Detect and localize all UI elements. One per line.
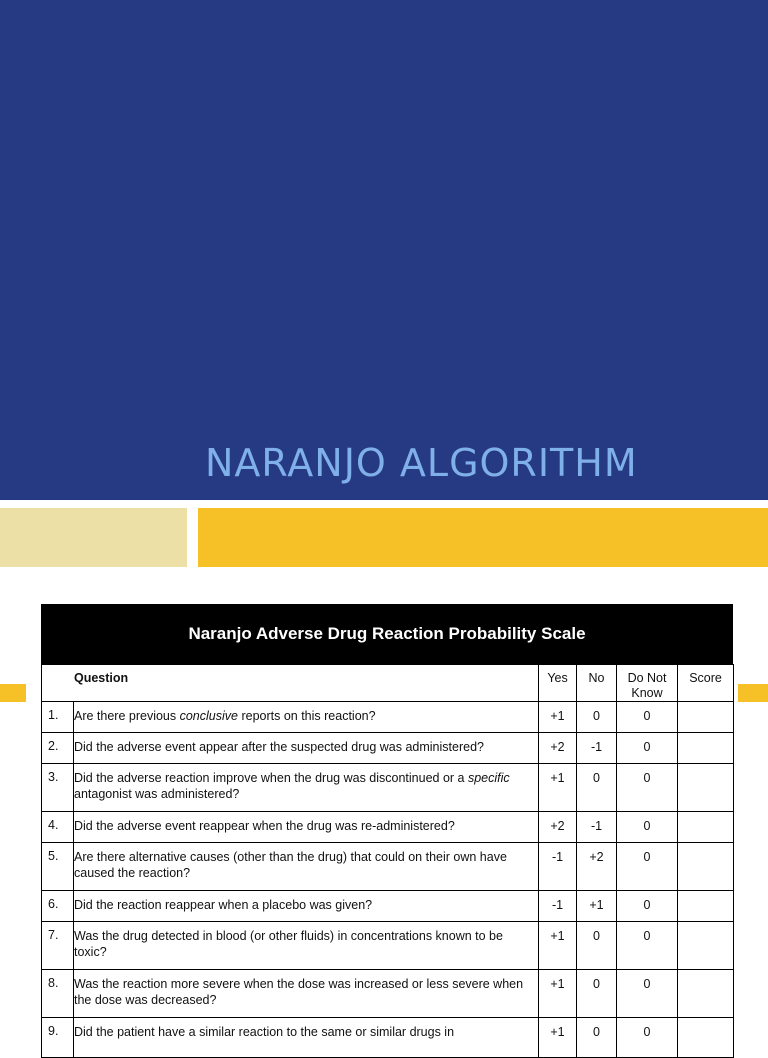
question-text: Was the reaction more severe when the dose was increased or less severe when the dose was decreased? bbox=[74, 970, 539, 1018]
column-yes: Yes bbox=[539, 665, 577, 702]
no-score: +1 bbox=[577, 891, 617, 922]
question-number: 7. bbox=[42, 922, 74, 970]
question-number: 1. bbox=[42, 702, 74, 733]
question-text: Are there alternative causes (other than the drug) that could on their own have caused the reaction? bbox=[74, 843, 539, 891]
score-cell bbox=[678, 891, 734, 922]
yes-score: +1 bbox=[539, 970, 577, 1018]
question-number: 8. bbox=[42, 970, 74, 1018]
yes-score: +1 bbox=[539, 1018, 577, 1058]
question-text: Did the adverse reaction improve when the drug was discontinued or a specific antagonist was administered? bbox=[74, 764, 539, 812]
do-not-know-score: 0 bbox=[617, 702, 678, 733]
score-cell bbox=[678, 970, 734, 1018]
slide-title: NARANJO ALGORITHM bbox=[205, 441, 638, 485]
no-score: 0 bbox=[577, 970, 617, 1018]
yes-score: +1 bbox=[539, 702, 577, 733]
title-background bbox=[0, 0, 768, 500]
question-number: 4. bbox=[42, 812, 74, 843]
no-score: -1 bbox=[577, 733, 617, 764]
table-row bbox=[42, 764, 734, 812]
column-do-not-know: Do Not Know bbox=[617, 665, 678, 702]
score-cell bbox=[678, 812, 734, 843]
yes-score: +1 bbox=[539, 764, 577, 812]
score-cell bbox=[678, 764, 734, 812]
no-score: -1 bbox=[577, 812, 617, 843]
question-text: Did the adverse event reappear when the drug was re-administered? bbox=[74, 812, 539, 843]
do-not-know-score: 0 bbox=[617, 843, 678, 891]
score-cell bbox=[678, 922, 734, 970]
side-marker-left bbox=[0, 684, 26, 702]
question-text: Did the adverse event appear after the suspected drug was administered? bbox=[74, 733, 539, 764]
do-not-know-score: 0 bbox=[617, 970, 678, 1018]
table-row bbox=[42, 843, 734, 891]
question-number: 3. bbox=[42, 764, 74, 812]
column-no: No bbox=[577, 665, 617, 702]
question-text: Are there previous conclusive reports on this reaction? bbox=[74, 702, 539, 733]
question-text: Was the drug detected in blood (or other fluids) in concentrations known to be toxic? bbox=[74, 922, 539, 970]
side-marker-right bbox=[738, 684, 768, 702]
no-score: 0 bbox=[577, 922, 617, 970]
no-score: 0 bbox=[577, 1018, 617, 1058]
table-row bbox=[42, 970, 734, 1018]
do-not-know-score: 0 bbox=[617, 891, 678, 922]
accent-bar-left bbox=[0, 508, 187, 567]
table-row bbox=[42, 733, 734, 764]
no-score: 0 bbox=[577, 764, 617, 812]
do-not-know-score: 0 bbox=[617, 764, 678, 812]
column-header-row bbox=[42, 665, 734, 702]
score-cell bbox=[678, 733, 734, 764]
naranjo-scale-table bbox=[41, 604, 733, 1058]
table-row bbox=[42, 891, 734, 922]
question-number: 5. bbox=[42, 843, 74, 891]
table-heading: Naranjo Adverse Drug Reaction Probability Scale bbox=[41, 604, 733, 664]
yes-score: +2 bbox=[539, 812, 577, 843]
score-cell bbox=[678, 702, 734, 733]
question-text: Did the patient have a similar reaction to the same or similar drugs in bbox=[74, 1018, 539, 1058]
do-not-know-score: 0 bbox=[617, 1018, 678, 1058]
table-row bbox=[42, 922, 734, 970]
score-cell bbox=[678, 843, 734, 891]
no-score: +2 bbox=[577, 843, 617, 891]
question-number: 2. bbox=[42, 733, 74, 764]
yes-score: -1 bbox=[539, 843, 577, 891]
column-question: Question bbox=[42, 665, 539, 702]
question-number: 9. bbox=[42, 1018, 74, 1058]
question-text: Did the reaction reappear when a placebo was given? bbox=[74, 891, 539, 922]
do-not-know-score: 0 bbox=[617, 733, 678, 764]
scale-grid bbox=[41, 664, 734, 1058]
yes-score: +1 bbox=[539, 922, 577, 970]
table-row bbox=[42, 702, 734, 733]
no-score: 0 bbox=[577, 702, 617, 733]
yes-score: -1 bbox=[539, 891, 577, 922]
table-row bbox=[42, 812, 734, 843]
accent-bar-right bbox=[198, 508, 768, 567]
column-score: Score bbox=[678, 665, 734, 702]
yes-score: +2 bbox=[539, 733, 577, 764]
do-not-know-score: 0 bbox=[617, 922, 678, 970]
do-not-know-score: 0 bbox=[617, 812, 678, 843]
question-number: 6. bbox=[42, 891, 74, 922]
